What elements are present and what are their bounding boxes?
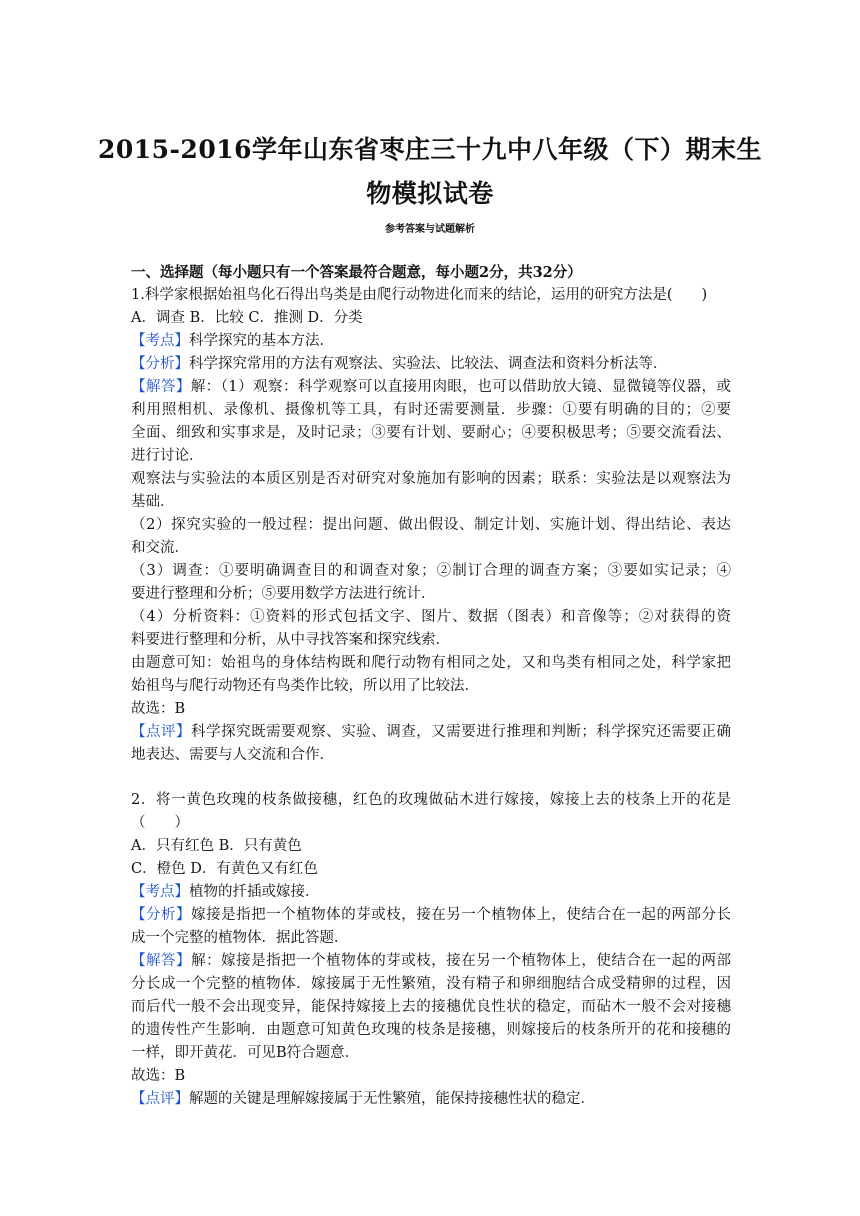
kaodian-tag: 【考点】 <box>131 333 189 349</box>
question-2-options-cd: C．橙色 D．有黄色又有红色 <box>131 861 318 877</box>
answer-line: （2）探究实验的一般过程：提出问题、做出假设、制定计划、实施计划、得出结论、表达 <box>131 517 731 533</box>
answer-line: 和交流． <box>131 540 189 556</box>
kaodian-tag: 【考点】 <box>131 884 189 900</box>
answer-line: 始祖鸟与爬行动物还有鸟类作比较，所以用了比较法． <box>131 678 479 694</box>
question-2-kaodian <box>131 881 731 904</box>
question-1-dianping <box>131 721 731 744</box>
answer-line: 要进行整理和分析；⑤要用数学方法进行统计． <box>131 586 436 602</box>
question-2-stem: 2．将一黄色玫瑰的枝条做接穗，红色的玫瑰做砧木进行嫁接，嫁接上去的枝条上开的花是 <box>131 792 731 808</box>
jieda-tag: 【解答】 <box>131 379 191 395</box>
question-2-fenxi <box>131 904 731 927</box>
kaodian-text: 植物的扦插或嫁接． <box>189 884 320 900</box>
fenxi-tag: 【分析】 <box>131 907 192 923</box>
question-1-jieda <box>131 376 731 399</box>
answer-line: 的遗传性产生影响．由题意可知黄色玫瑰的枝条是接穗，则嫁接后的枝条所开的花和接穗的 <box>131 1022 731 1038</box>
answer-choice: 故选：B <box>131 701 186 717</box>
fenxi-text: 嫁接是指把一个植物体的芽或枝，接在另一个植物体上，使结合在一起的两部分长 <box>191 907 732 923</box>
answer-line: 由题意可知：始祖鸟的身体结构既和爬行动物有相同之处，又和鸟类有相同之处，科学家把 <box>131 655 731 671</box>
question-2-stem-cont: （ ） <box>131 815 189 831</box>
question-1-stem: 1.科学家根据始祖鸟化石得出鸟类是由爬行动物进化而来的结论，运用的研究方法是( ) <box>131 287 708 303</box>
jieda-text: 解：（1）观察：科学观察可以直接用肉眼，也可以借助放大镜、显微镜等仪器，或 <box>190 379 731 395</box>
section-header: 一、选择题（每小题只有一个答案最符合题意，每小题2分，共32分） <box>131 264 582 281</box>
fenxi-line: 成一个完整的植物体．据此答题． <box>131 930 349 946</box>
answer-choice: 故选：B <box>131 1068 186 1084</box>
answer-line: 而后代一般不会出现变异，能保持嫁接上去的接穗优良性状的稳定，而砧木一般不会对接穗 <box>131 999 731 1015</box>
question-2-jieda <box>131 950 731 973</box>
jieda-tag: 【解答】 <box>131 953 192 969</box>
question-1-fenxi <box>131 353 731 376</box>
dianping-tag: 【点评】 <box>131 724 192 740</box>
answer-line: 观察法与实验法的本质区别是否对研究对象施加有影响的因素；联系：实验法是以观察法为 <box>131 471 731 487</box>
dianping-text: 解题的关键是理解嫁接属于无性繁殖，能保持接穗性状的稳定． <box>189 1091 595 1107</box>
dianping-line: 地表达、需要与人交流和合作． <box>131 747 334 763</box>
jieda-text: 解：嫁接是指把一个植物体的芽或枝，接在另一个植物体上，使结合在一起的两部 <box>191 953 732 969</box>
answer-line: （3）调查：①要明确调查目的和调查对象；②制订合理的调查方案；③要如实记录；④ <box>131 563 731 579</box>
dianping-tag: 【点评】 <box>131 1091 189 1107</box>
document-subtitle: 参考答案与试题解析 <box>385 224 475 235</box>
question-2-dianping <box>131 1088 731 1111</box>
answer-line: 一样，即开黄花．可见B符合题意． <box>131 1045 360 1061</box>
document-title-line-1: 2015-2016学年山东省枣庄三十九中八年级（下）期末生 <box>97 135 763 164</box>
question-1-kaodian <box>131 330 731 353</box>
answer-line: 全面、细致和实事求是，及时记录；③要有计划、要耐心；④要积极思考；⑤要交流看法、 <box>131 425 731 441</box>
answer-line: 料要进行整理和分析，从中寻找答案和探究线索． <box>131 632 450 648</box>
answer-line: 分长成一个完整的植物体．嫁接属于无性繁殖，没有精子和卵细胞结合成受精卵的过程，因 <box>131 976 731 992</box>
question-2-options-ab: A．只有红色 B．只有黄色 <box>131 838 302 854</box>
answer-line: 进行讨论． <box>131 448 204 464</box>
kaodian-text: 科学探究的基本方法． <box>189 333 334 349</box>
answer-line: 利用照相机、录像机、摄像机等工具，有时还需要测量．步骤：①要有明确的目的；②要 <box>131 402 731 418</box>
fenxi-tag: 【分析】 <box>131 356 189 372</box>
answer-line: （4）分析资料：①资料的形式包括文字、图片、数据（图表）和音像等；②对获得的资 <box>131 609 731 625</box>
answer-line: 基础． <box>131 494 175 510</box>
dianping-text: 科学探究既需要观察、实验、调查，又需要进行推理和判断；科学探究还需要正确 <box>191 724 732 740</box>
fenxi-text: 科学探究常用的方法有观察法、实验法、比较法、调查法和资料分析法等． <box>189 356 668 372</box>
document-title-line-2: 物模拟试卷 <box>366 179 494 208</box>
question-1-options: A．调查 B．比较 C．推测 D．分类 <box>131 310 363 326</box>
